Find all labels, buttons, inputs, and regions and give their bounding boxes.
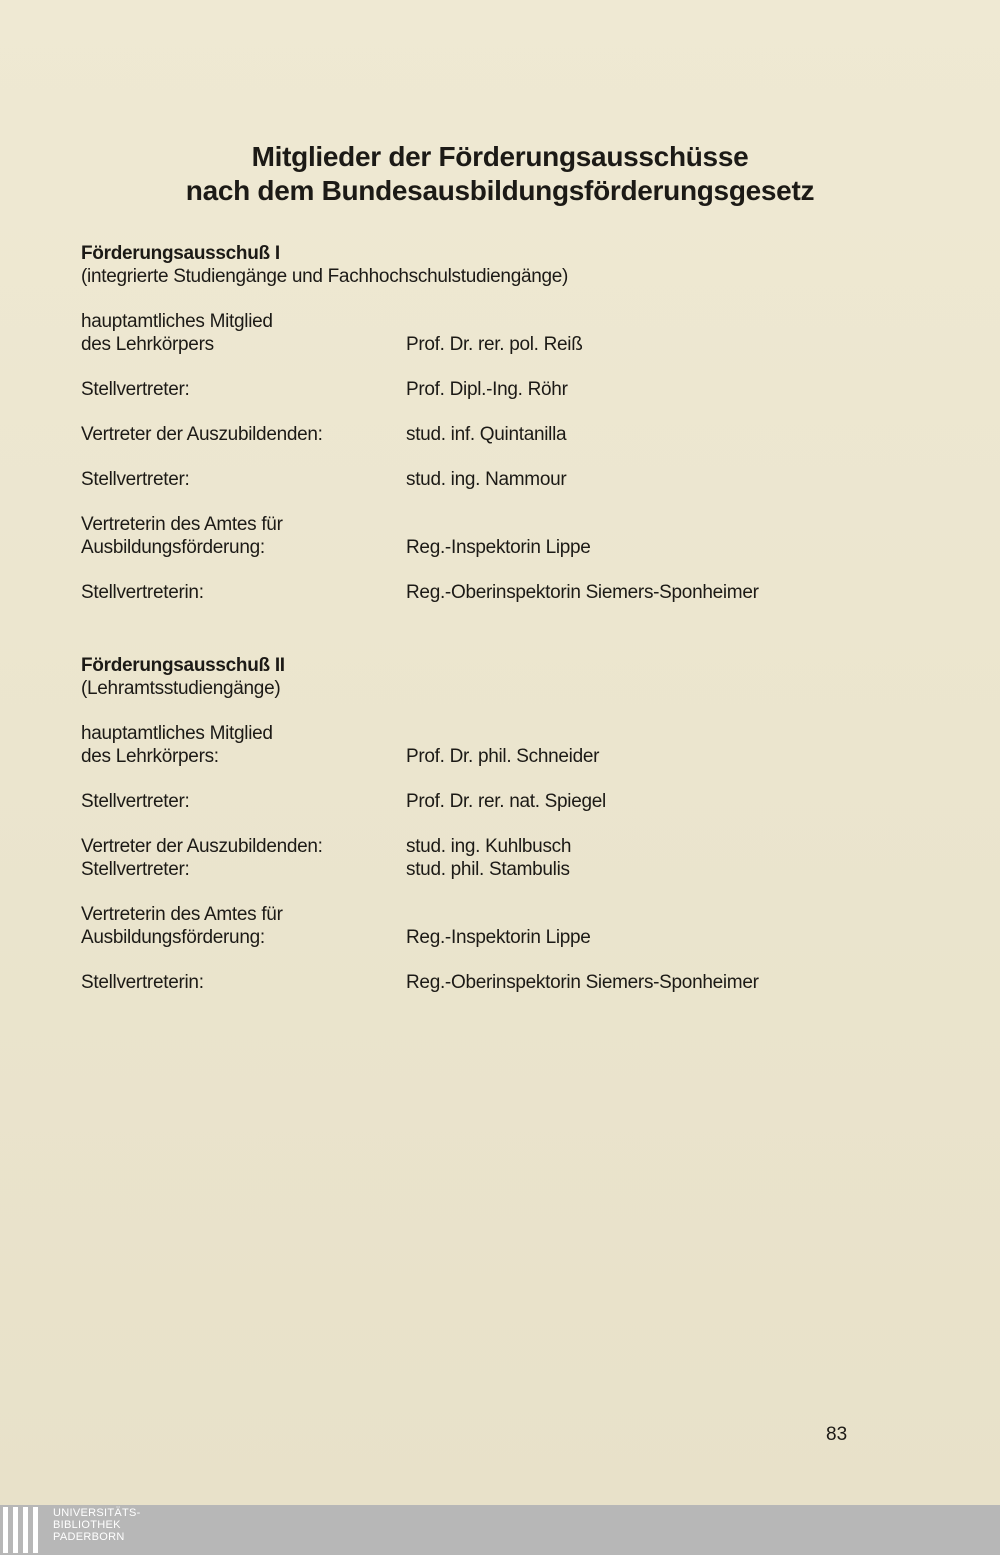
library-name: UNIVERSITÄTS- BIBLIOTHEK PADERBORN (53, 1507, 141, 1543)
member-row (81, 378, 941, 401)
member-role: Stellvertreter: (81, 469, 190, 490)
member-role: Stellvertreterin: (81, 972, 204, 993)
member-row (81, 423, 941, 446)
committee-2 (81, 654, 941, 994)
member-role: Stellvertreterin: (81, 582, 204, 603)
member-row (81, 790, 941, 813)
member-row (81, 903, 941, 949)
member-name: Prof. Dr. phil. Schneider (406, 746, 600, 767)
page-number: 83 (826, 1424, 848, 1445)
member-name: Prof. Dipl.-Ing. Röhr (406, 379, 568, 400)
member-name: Prof. Dr. rer. pol. Reiß (406, 334, 583, 355)
member-role: hauptamtliches Mitglied des Lehrkörpers: (81, 723, 273, 767)
library-footer-bar (0, 1505, 1000, 1555)
member-role: Vertreterin des Amtes für Ausbildungsförderung: (81, 514, 283, 558)
committee-subtitle: (Lehramtsstudiengänge) (81, 678, 281, 699)
member-row (81, 513, 941, 559)
member-name: Prof. Dr. rer. nat. Spiegel (406, 791, 606, 812)
member-role: Stellvertreter: (81, 379, 190, 400)
member-role: Stellvertreter: (81, 791, 190, 812)
member-name: Reg.-Inspektorin Lippe (406, 927, 591, 948)
member-name: stud. ing. Nammour (406, 469, 567, 490)
committee-name: Förderungsausschuß I (81, 243, 280, 264)
committee-name: Förderungsausschuß II (81, 655, 285, 676)
member-role: hauptamtliches Mitglied des Lehrkörpers (81, 311, 273, 355)
member-role: Vertreter der Auszubildenden: Stellvertreter: (81, 836, 323, 880)
title-line-2: nach dem Bundesausbildungsförderungsgesetz (185, 175, 815, 206)
member-row (81, 722, 941, 768)
committee-1 (81, 242, 941, 604)
page-title (0, 140, 1000, 208)
title-line-1: Mitglieder der Förderungsausschüsse (251, 141, 749, 172)
member-name: stud. inf. Quintanilla (406, 424, 567, 445)
member-row (81, 971, 941, 994)
member-row (81, 581, 941, 604)
member-name: stud. ing. Kuhlbusch stud. phil. Stambulis (406, 836, 572, 880)
member-row (81, 835, 941, 881)
member-role: Vertreter der Auszubildenden: (81, 424, 323, 445)
committee-subtitle: (integrierte Studiengänge und Fachhochschulstudiengänge) (81, 266, 569, 287)
member-name: Reg.-Oberinspektorin Siemers-Sponheimer (406, 582, 759, 603)
member-row (81, 310, 941, 356)
member-row (81, 468, 941, 491)
member-name: Reg.-Oberinspektorin Siemers-Sponheimer (406, 972, 759, 993)
member-name: Reg.-Inspektorin Lippe (406, 537, 591, 558)
member-role: Vertreterin des Amtes für Ausbildungsförderung: (81, 904, 283, 948)
